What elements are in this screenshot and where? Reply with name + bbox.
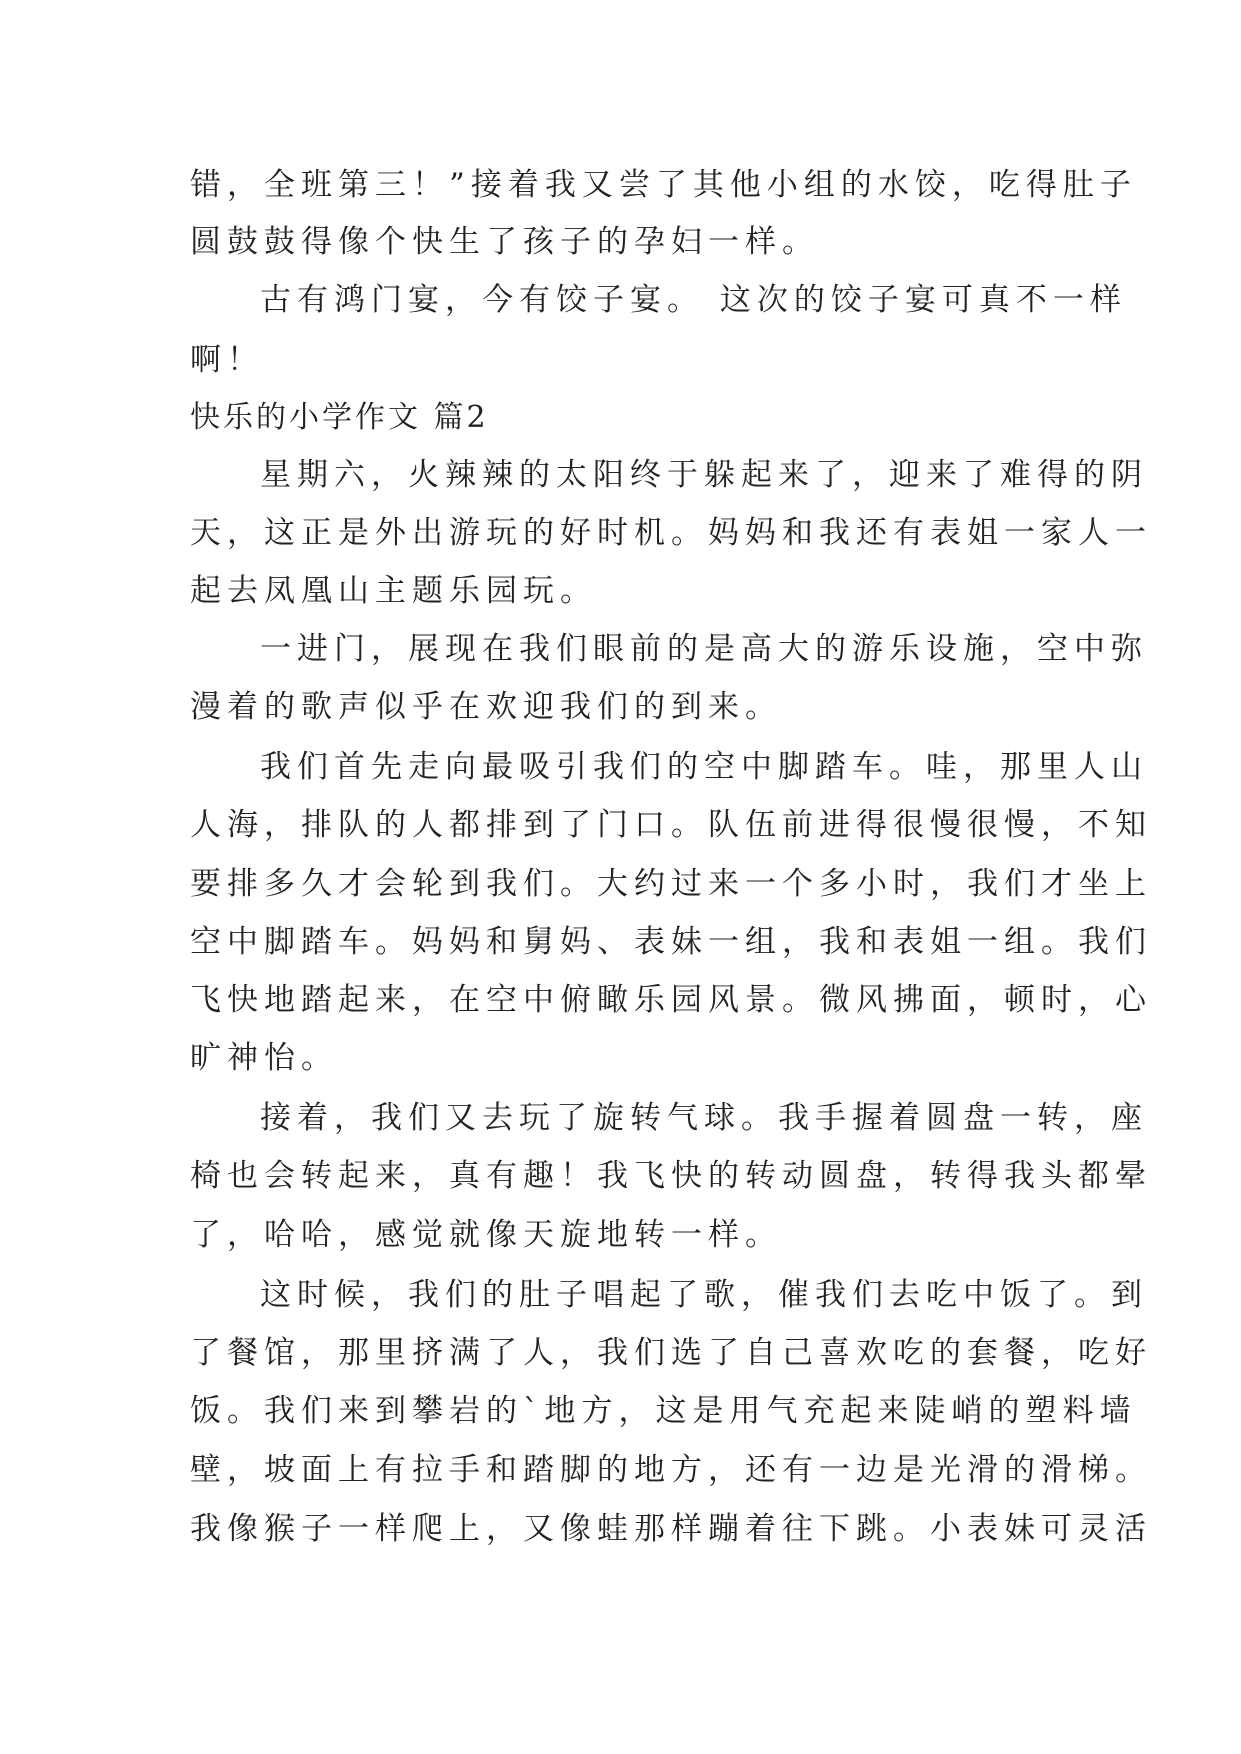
text-line: 饭。我们来到攀岩的`地方，这是用气充起来陡峭的塑料墙 (190, 1393, 1137, 1429)
text-line: 旷神怡。 (190, 1040, 338, 1076)
text-line: 我们首先走向最吸引我们的空中脚踏车。哇，那里人山 (260, 749, 1148, 785)
text-line: 我像猴子一样爬上，又像蛙那样蹦着往下跳。小表妹可灵活 (190, 1511, 1152, 1547)
text-line: 啊！ (190, 342, 264, 378)
text-line: 接着，我们又去玩了旋转气球。我手握着圆盘一转，座 (260, 1100, 1148, 1136)
text-line: 漫着的歌声似乎在欢迎我们的到来。 (190, 689, 782, 725)
text-line: 空中脚踏车。妈妈和舅妈、表妹一组，我和表姐一组。我们 (190, 924, 1152, 960)
text-line: 了，哈哈，感觉就像天旋地转一样。 (190, 1217, 782, 1253)
text-line: 起去凤凰山主题乐园玩。 (190, 573, 597, 609)
text-line: 错，全班第三！”接着我又尝了其他小组的水饺，吃得肚子 (190, 167, 1137, 203)
text-line: 星期六，火辣辣的太阳终于躲起来了，迎来了难得的阴 (260, 457, 1148, 493)
text-line: 了餐馆，那里挤满了人，我们选了自己喜欢吃的套餐，吃好 (190, 1335, 1152, 1371)
text-line: 圆鼓鼓得像个快生了孩子的孕妇一样。 (190, 224, 819, 260)
text-line: 椅也会转起来，真有趣！我飞快的转动圆盘，转得我头都晕 (190, 1158, 1152, 1194)
text-line: 飞快地踏起来，在空中俯瞰乐园风景。微风拂面，顿时，心 (190, 982, 1152, 1018)
text-line: 这时候，我们的肚子唱起了歌，催我们去吃中饭了。到 (260, 1277, 1148, 1313)
text-line: 壁，坡面上有拉手和踏脚的地方，还有一边是光滑的滑梯。 (190, 1452, 1152, 1488)
text-line: 天，这正是外出游玩的好时机。妈妈和我还有表姐一家人一 (190, 515, 1152, 551)
text-line: 一进门，展现在我们眼前的是高大的游乐设施，空中弥 (260, 631, 1148, 667)
section-heading: 快乐的小学作文 篇2 (190, 400, 489, 435)
text-line: 人海，排队的人都排到了门口。队伍前进得很慢很慢，不知 (190, 807, 1152, 843)
text-line: 要排多久才会轮到我们。大约过来一个多小时，我们才坐上 (190, 866, 1152, 902)
text-line: 古有鸿门宴，今有饺子宴。 这次的饺子宴可真不一样 (260, 282, 1127, 318)
